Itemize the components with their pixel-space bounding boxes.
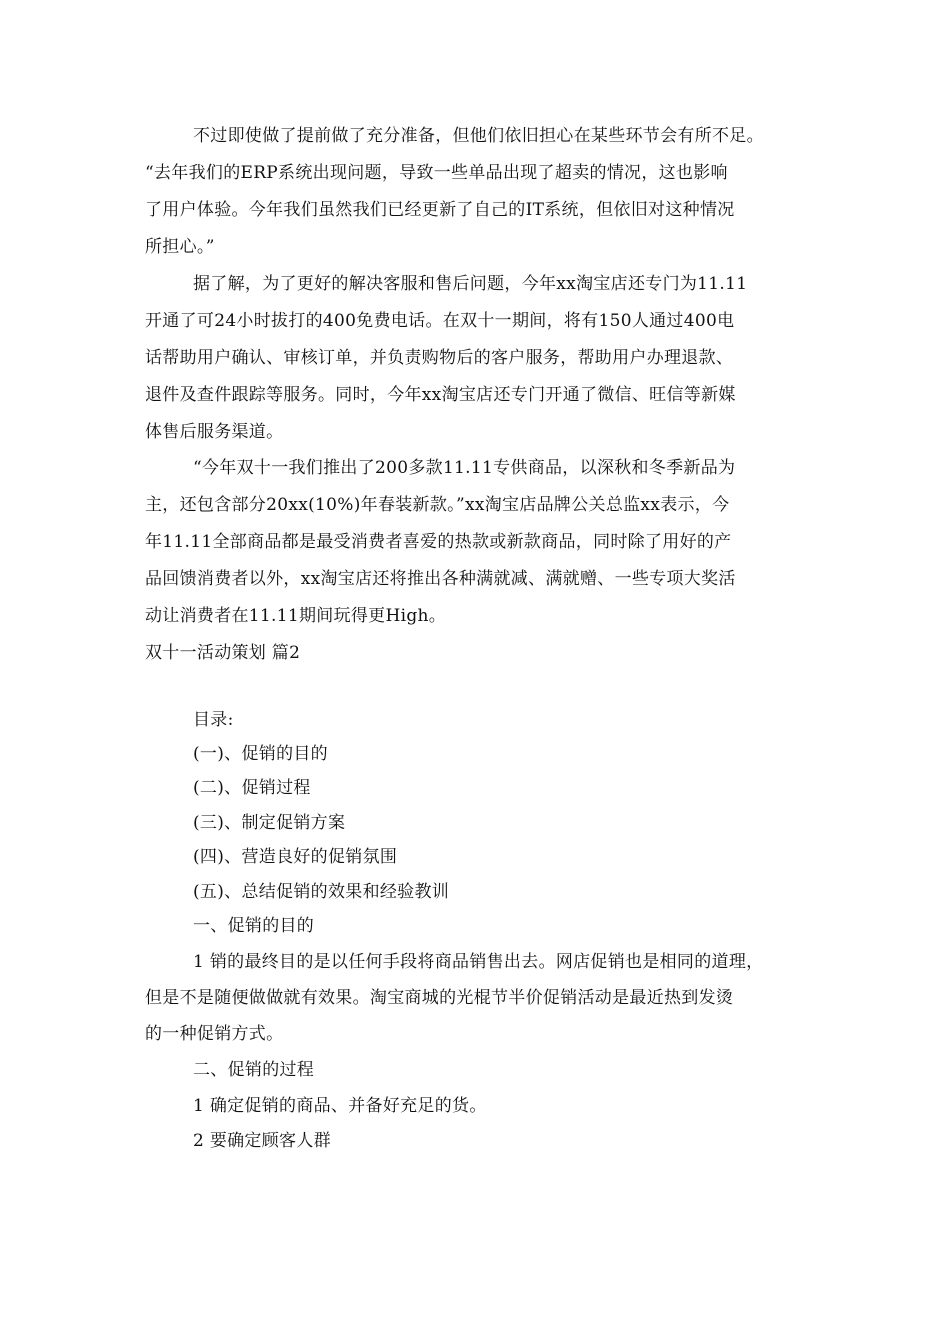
list-item: 2 要确定顾客人群 (193, 1131, 331, 1151)
paragraph-line: 所担心。” (145, 237, 215, 257)
paragraph-line: 1 销的最终目的是以任何手段将商品销售出去。网店促销也是相同的道理， (193, 952, 764, 972)
toc-item: (一)、促销的目的 (193, 744, 328, 764)
paragraph-line: 的一种促销方式。 (145, 1024, 284, 1044)
paragraph-line: 体售后服务渠道。 (145, 422, 284, 442)
paragraph-line: 了用户体验。今年我们虽然我们已经更新了自己的IT系统，但依旧对这种情况 (145, 200, 735, 220)
paragraph-line: 年11.11全部商品都是最受消费者喜爱的热款或新款商品，同时除了用好的产 (145, 532, 732, 552)
paragraph-line: 动让消费者在11.11期间玩得更High。 (145, 606, 447, 626)
paragraph-line: 但是不是随便做做就有效果。淘宝商城的光棍节半价促销活动是最近热到发烫 (145, 988, 734, 1008)
paragraph-line: 主，还包含部分20xx(10%)年春装新款。”xx淘宝店品牌公关总监xx表示，今 (145, 495, 730, 515)
toc-heading: 目录: (193, 710, 234, 730)
paragraph-line: “今年双十一我们推出了200多款11.11专供商品，以深秋和冬季新品为 (193, 458, 736, 478)
list-item: 1 确定促销的商品、并备好充足的货。 (193, 1096, 487, 1116)
paragraph-line: 开通了可24小时拔打的400免费电话。在双十一期间，将有150人通过400电 (145, 311, 735, 331)
paragraph-line: 据了解，为了更好的解决客服和售后问题，今年xx淘宝店还专门为11.11 (193, 274, 748, 294)
toc-item: (二)、促销过程 (193, 778, 311, 798)
section-heading: 一、促销的目的 (193, 916, 315, 936)
paragraph-line: “去年我们的ERP系统出现问题，导致一些单品出现了超卖的情况，这也影响 (145, 163, 728, 183)
paragraph-line: 品回馈消费者以外，xx淘宝店还将推出各种满就减、满就赠、一些专项大奖活 (145, 569, 736, 589)
section-heading: 二、促销的过程 (193, 1060, 315, 1080)
paragraph-line: 不过即使做了提前做了充分准备，但他们依旧担心在某些环节会有所不足。 (193, 126, 764, 146)
paragraph-line: 退件及查件跟踪等服务。同时，今年xx淘宝店还专门开通了微信、旺信等新媒 (145, 385, 736, 405)
toc-item: (三)、制定促销方案 (193, 813, 346, 833)
section-title: 双十一活动策划 篇2 (145, 643, 301, 663)
toc-item: (四)、营造良好的促销氛围 (193, 847, 398, 867)
paragraph-line: 话帮助用户确认、审核订单，并负责购物后的客户服务，帮助用户办理退款、 (145, 348, 734, 368)
toc-item: (五)、总结促销的效果和经验教训 (193, 882, 450, 902)
